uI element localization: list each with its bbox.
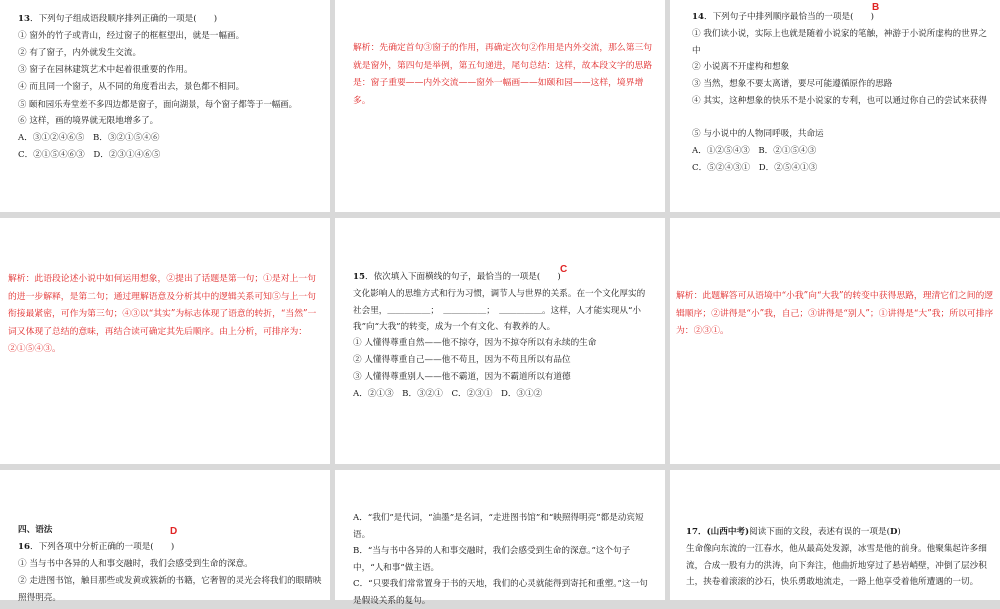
slide-question-16 — [0, 470, 330, 603]
question-13-item-5: ⑤ 颐和园乐寿堂差不多四边都是窗子，面向湖景，每个窗子都等于一幅画。 — [18, 99, 298, 109]
question-13-item-4: ④ 而且同一个窗子，从不同的角度看出去，景色都不相同。 — [18, 82, 245, 92]
question-17-stem: 17．(山西中考)阅读下面的文段，表述有误的一项是(D) — [686, 527, 901, 537]
question-16-option-a: A．“我们”是代词，“油墨”是名词，“走进图书馆”和“映照得明亮”都是动宾短语。 — [353, 513, 644, 540]
question-17-passage: 生命像向东流的一江春水，他从最高处发源，冰雪是他的前身。他聚集起许多细流，合成一股有力的洪涛，向下奔注，他曲折地穿过了悬岩峭壁，冲倒了层沙积土，挟卷着滚滚的沙石，快乐勇敢地流走，一路上他享受着他所遭遇的一切。 — [686, 544, 987, 587]
section-heading: 四、语法 — [18, 525, 53, 535]
question-14-options-cd: C．⑤②④③① D．②⑤④①③ — [692, 163, 818, 173]
slide-explanation-15 — [670, 218, 1000, 464]
slide-question-17 — [670, 470, 1000, 600]
slide-explanation-14 — [0, 218, 330, 464]
question-16-item-1: ① 当与书中各异的人和事交融时，我们会感受到生命的深意。 — [18, 559, 253, 569]
explanation-text: 解析：先确定首句③窗子的作用，再确定次句②作用是内外交流，那么第三句就是窗外，第四句是举例，第五句递进，尾句总结：这样，故本段文字的思路是：窗子重要——内外交流——窗外一幅画——如颐和园——这样，境界增多。 — [353, 43, 653, 106]
answer-mark: C — [560, 264, 568, 275]
question-13-item-1: ① 窗外的竹子或青山，经过窗子的框框望出，就是一幅画。 — [18, 31, 245, 41]
answer-mark: D — [170, 526, 178, 537]
question-13-stem: 13．下列句子组成语段顺序排列正确的一项是( ) — [18, 14, 218, 24]
question-15-stem: 15．依次填入下面横线的句子，最恰当的一项是( ) — [353, 272, 561, 282]
slide-explanation-13 — [335, 0, 665, 212]
question-13-options-ab: A．③①②④⑥⑤ B．③②①⑤④⑥ — [18, 133, 160, 143]
question-13-item-6: ⑥ 这样，画的境界就无限地增多了。 — [18, 116, 159, 126]
question-14-item-4: ④ 其实，这种想象的快乐不是小说家的专利，也可以通过你自己的尝试来获得 — [692, 96, 987, 106]
answer-mark: B — [872, 2, 880, 13]
question-15-passage: 文化影响人的思维方式和行为习惯，调节人与世界的关系。在一个文化厚实的社会里，＿＿＿＿＿； ＿＿＿＿＿； ＿＿＿＿＿。这样，人才能实现从“小我”向“大我”的转变，成为一个有文化、有教养的人。 — [353, 289, 646, 332]
question-15-item-3: ③ 人懂得尊重别人——他不霸道，因为不霸道所以有道德 — [353, 372, 571, 382]
slide-question-14 — [670, 0, 1000, 212]
question-13-item-3: ③ 窗子在园林建筑艺术中起着很重要的作用。 — [18, 65, 193, 75]
question-15-item-1: ① 人懂得尊重自然——他不掠夺，因为不掠夺所以有永续的生命 — [353, 338, 597, 348]
question-16-option-c: C．“只要我们常常置身于书的天地，我们的心灵就能得到寄托和重塑。”这一句是假设关系的复句。 — [353, 579, 648, 606]
question-14-item-1: ① 我们读小说，实际上也就是随着小说家的笔触，神游于小说所虚构的世界之中 — [692, 29, 987, 56]
explanation-text: 解析：此题解答可从语境中“小我”向“大我”的转变中获得思路，理清它们之间的逻辑顺序；②讲得是“小”我，自己；③讲得是“别人”；①讲得是“大”我；所以可排序为：②③①。 — [676, 291, 994, 336]
question-14-item-2: ② 小说离不开虚构和想象 — [692, 62, 790, 72]
slide-question-16-options — [335, 470, 665, 606]
explanation-text: 解析：此语段论述小说中如何运用想象，②提出了话题是第一句；①是对上一句的进一步解释，是第二句；通过理解语意及分析其中的逻辑关系可知⑤与上一句衔接最紧密，可作为第三句；④③以“其实”为标志体现了语意的转折，“当然”一词又体现了总结的意味，再结合读可确定其先后顺序。由上分析，可排序为：②①⑤④③。 — [8, 274, 317, 354]
question-14-options-ab: A．①②⑤④③ B．②①⑤④③ — [692, 146, 817, 156]
question-15-options: A．②①③ B．③②① C．②③① D．③①② — [353, 389, 543, 399]
question-13-item-2: ② 有了窗子，内外就发生交流。 — [18, 48, 142, 58]
question-16-stem: 16．下列各项中分析正确的一项是( ) — [18, 542, 175, 552]
question-13-options-cd: C．②①⑤④⑥③ D．②③①④⑥⑤ — [18, 150, 161, 160]
question-16-option-b: B．“当与书中各异的人和事交融时，我们会感受到生命的深意。”这个句子中，“人和事”做主语。 — [353, 546, 631, 573]
answer-mark: D — [889, 527, 898, 537]
slide-question-13 — [0, 0, 330, 212]
question-16-item-2: ② 走进图书馆，触目那些或发黄或簇新的书籍，它奢智的灵光会将我们的眼睛映照得明亮。 — [18, 576, 322, 603]
slide-question-15 — [335, 218, 665, 464]
question-14-stem: 14．下列句子中排列顺序最恰当的一项是( ) — [692, 12, 874, 22]
question-14-item-5: ⑤ 与小说中的人物同呼吸，共命运 — [692, 129, 824, 139]
question-14-item-3: ③ 当然，想象不要太离谱，要尽可能遵循原作的思路 — [692, 79, 893, 89]
question-15-item-2: ② 人懂得尊重自己——他不苟且，因为不苟且所以有品位 — [353, 355, 571, 365]
